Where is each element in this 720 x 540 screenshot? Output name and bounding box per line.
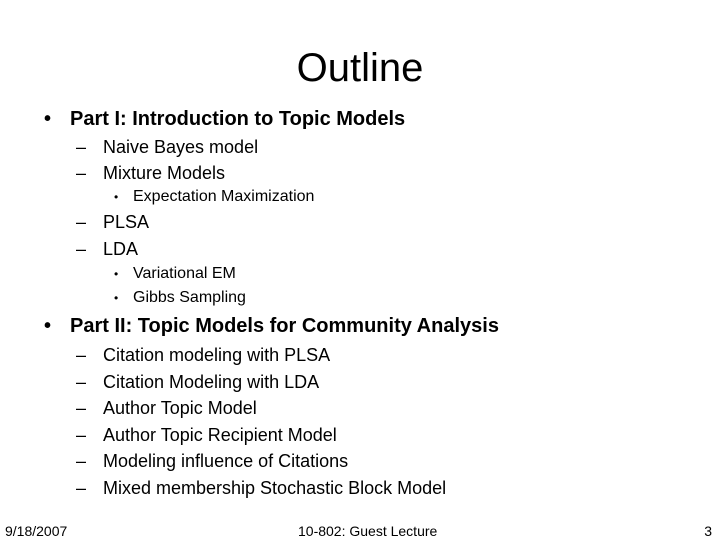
bullet-dash: – (76, 425, 87, 445)
bullet-dash: – (76, 212, 87, 232)
bullet-dash: – (76, 372, 87, 392)
part2-heading: Part II: Topic Models for Community Analysis (70, 315, 499, 337)
footer-course: 10-802: Guest Lecture (298, 523, 438, 539)
bullet-dash: – (76, 478, 87, 498)
bullet-dot: • (114, 190, 119, 204)
item-influence-citations: Modeling influence of Citations (103, 451, 349, 471)
item-variational-em: Variational EM (133, 265, 236, 282)
item-lda: LDA (103, 239, 139, 259)
item-naive-bayes: Naive Bayes model (103, 137, 259, 157)
bullet-dash: – (76, 239, 87, 259)
bullet-dot: • (114, 291, 119, 305)
part1-heading: Part I: Introduction to Topic Models (70, 108, 406, 130)
item-author-topic: Author Topic Model (103, 398, 257, 418)
item-plsa: PLSA (103, 212, 150, 232)
bullet-dash: – (76, 398, 87, 418)
bullet-dash: – (76, 137, 87, 157)
bullet-dash: – (76, 345, 87, 365)
item-expectation-maximization: Expectation Maximization (133, 188, 315, 205)
slide-title: Outline (296, 46, 424, 90)
bullet-dash: – (76, 451, 87, 471)
item-gibbs-sampling: Gibbs Sampling (133, 289, 246, 306)
item-mixture-models: Mixture Models (103, 163, 226, 183)
bullet-dot: • (114, 267, 119, 281)
footer-page-number: 3 (704, 523, 712, 539)
bullet-dash: – (76, 163, 87, 183)
item-author-topic-recipient: Author Topic Recipient Model (103, 425, 337, 445)
bullet-dot: • (44, 108, 52, 130)
bullet-dot: • (44, 315, 52, 337)
footer-date: 9/18/2007 (5, 523, 68, 539)
item-citation-lda: Citation Modeling with LDA (103, 372, 320, 392)
item-mixed-membership: Mixed membership Stochastic Block Model (103, 478, 447, 498)
item-citation-plsa: Citation modeling with PLSA (103, 345, 331, 365)
